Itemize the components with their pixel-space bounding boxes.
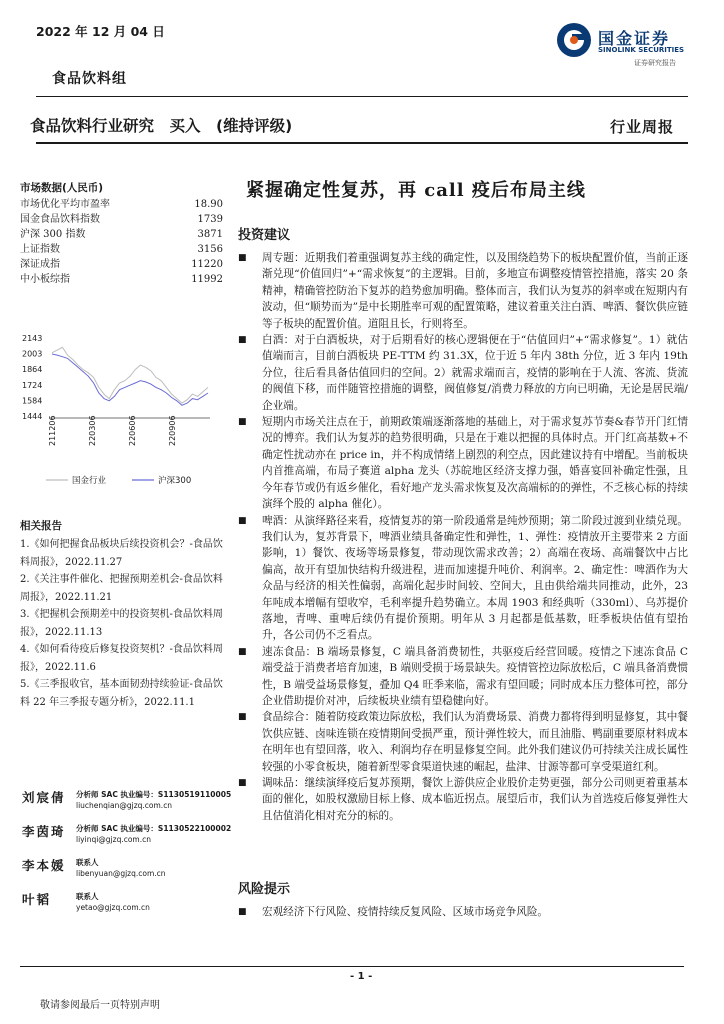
header-rule-bottom — [36, 142, 688, 144]
legend-label: 沪深300 — [158, 476, 192, 486]
market-row-label: 中小板综指 — [20, 274, 70, 285]
invest-bullets — [236, 250, 688, 824]
analyst-title: 分析师 SAC 执业编号：S1130519110005 — [76, 790, 232, 799]
x-tick-label: 220306 — [88, 415, 97, 446]
market-row-value: 18.90 — [194, 199, 223, 210]
x-tick-label: 211206 — [48, 415, 57, 446]
report-title: 紧握确定性复苏，再 call 疫后布局主线 — [246, 180, 586, 201]
logo-subtitle: 证券研究报告 — [634, 59, 676, 67]
analyst-name: 李本媛 — [22, 858, 66, 873]
market-data-table — [20, 197, 225, 287]
invest-heading: 投资建议 — [238, 228, 291, 243]
market-row-value: 3871 — [197, 229, 223, 240]
bullet-paragraph: ■ 食品综合：随着防疫政策边际放松，我们认为消费场景、消费力都将得到明显修复，其中餐饮供应链、卤味连锁在疫情期间受损严重，预计弹性较大，而且油脂、鸭副重要原材料成本在明年也有望回落，收入、利润均存在明显修复空间。此外我们建议仍可持续关注成长属性较强的小零食板块，随着新型零食渠道快速的崛起，盐津、甘源等都可享受渠道红利。 — [236, 709, 688, 775]
analyst-email[interactable]: yetao@gjzq.com.cn — [76, 903, 150, 912]
index-chart — [20, 330, 220, 495]
y-tick-label: 1864 — [22, 365, 43, 375]
analyst-email[interactable]: liuchenqian@gjzq.com.cn — [76, 801, 173, 810]
market-row-label: 上证指数 — [20, 244, 60, 255]
rating-line: 食品饮料行业研究 买入 (维持评级) — [30, 117, 293, 135]
analyst-name: 刘宸倩 — [22, 790, 66, 805]
related-report-link[interactable]: 3.《把握机会预期差中的投资契机-食品饮料周报》，2022.11.13 — [20, 609, 223, 638]
market-row-value: 1739 — [197, 214, 223, 225]
bullet-paragraph: ■ 调味品：继续演绎疫后复苏预期，餐饮上游供应企业股价走势更强，部分公司则更着重基本面的催化，如股权激励目标上修、成本临近拐点。展望后市，我们认为首选疫后修复弹性大且估值消化相对充分的标的。 — [236, 775, 688, 824]
bullet-paragraph: ■ 周专题：近期我们着重强调复苏主线的确定性，以及围绕趋势下的板块配置价值，当前正逐渐兑现“价值回归”+“需求恢复”的主逻辑。目前，多地宣布调整疫情管控措施，落实 20 条精神，精确管控防治下复苏的趋势愈加明确。整体而言，我们认为复苏的斜率或在短期内有波动，但“顺势而为”是中长期胜率可观的配置策略，建议着重关注白酒、啤酒、餐饮供应链等子板块的配置价值。道阻且长，行则将至。 — [236, 250, 688, 332]
risk-bullets — [236, 904, 688, 920]
analyst-title: 分析师 SAC 执业编号：S1130522100002 — [76, 824, 232, 833]
y-tick-label: 1724 — [22, 380, 43, 390]
market-row-value: 11992 — [191, 274, 223, 285]
market-row-label: 国金食品饮料指数 — [20, 214, 100, 225]
x-tick-label: 220606 — [128, 415, 137, 446]
market-row-value: 11220 — [191, 259, 223, 270]
market-row-label: 深证成指 — [20, 259, 60, 270]
report-date: 2022 年 12 月 04 日 — [36, 24, 165, 39]
related-reports-title: 相关报告 — [20, 520, 62, 532]
disclaimer: 敬请参阅最后一页特别声明 — [40, 1000, 160, 1011]
market-row — [20, 257, 225, 272]
footer-rule — [20, 966, 684, 967]
y-tick-label: 1584 — [22, 396, 43, 406]
related-report-link[interactable]: 2.《关注事件催化、把握预期差机会-食品饮料周报》，2022.11.21 — [20, 574, 223, 603]
bullet-paragraph: ■ 啤酒：从演绎路径来看，疫情复苏的第一阶段通常是纯炒预期；第二阶段过渡到业绩兑现。我们认为，复苏背景下，啤酒业绩具备确定性和弹性，1、弹性：疫情放开主要带来 2 方面影响，1）餐饮、夜场等场景修复，带动现饮需求改善；2）高端在夜场、高端餐饮中占比偏高，故开有望加快结构升级进程，进而加速提升吨价、利润率。2、确定性：啤酒作为大众品与经济的相关性偏弱，高端化起步时间较、空间大，且由供给端共同推动，此外，23 年吨成本增幅有望收窄，毛利率提升趋势确立。本周 1903 和经典听（330ml）、乌苏提价落地，青啤、重啤后续仍有提价预期。明年从 3 月起都是低基数，旺季板块估值有望抬升，各公司仍不乏看点。 — [236, 513, 688, 644]
related-report-link[interactable]: 5.《三季报收官，基本面韧劲持续验证-食品饮料 22 年三季报专题分析》，2022.11.1 — [20, 679, 223, 708]
market-row — [20, 197, 225, 212]
logo-en: SINOLINK SECURITIES — [598, 46, 685, 54]
related-report-link[interactable]: 1.《如何把握食品板块后续投资机会？-食品饮料周报》，2022.11.27 — [20, 539, 223, 568]
bullet-paragraph: ■ 短期内市场关注点在于，前期政策端逐渐落地的基础上，对于需求复苏节奏&春节开门红情况的博弈。我们认为复苏的趋势很明确，只是在于难以把握的具体时点。开门红高基数+不确定性扰动亦在 price in，并不构成情绪上剧烈的利空点，因此建议持有中增配。当前板块内首推高端，布局子赛道 alpha 龙头（苏皖地区经济支撑力强，婚喜宴回补确定性强，且今年春节或仍有返乡催化，看好地产龙头需求恢复及次高端标的的弹性，不乏核心标的持续演绎个股的 alpha 催化）。 — [236, 414, 688, 512]
analyst-name: 李茵琦 — [22, 824, 66, 839]
y-tick-label: 2143 — [22, 334, 43, 343]
market-row — [20, 272, 225, 287]
market-data-title: 市场数据(人民币) — [20, 182, 104, 194]
y-tick-label: 2003 — [22, 349, 43, 359]
x-tick-label: 220906 — [168, 415, 177, 446]
header-rule-top — [36, 96, 688, 97]
team-name: 食品饮料组 — [52, 71, 127, 87]
market-row-label: 市场优化平均市盈率 — [20, 199, 110, 210]
analyst-title: 联系人 — [76, 892, 99, 901]
logo-name: 国金证券 — [598, 29, 671, 48]
related-reports-list — [20, 536, 232, 711]
risk-heading: 风险提示 — [238, 882, 291, 897]
market-row-value: 3156 — [197, 244, 223, 255]
bullet-paragraph: ■ 宏观经济下行风险、疫情持续反复风险、区域市场竞争风险。 — [236, 904, 688, 920]
market-row — [20, 212, 225, 227]
legend-label: 国金行业 — [72, 476, 107, 486]
bullet-paragraph: ■ 白酒：对于白酒板块，对于后期看好的核心逻辑便在于“估值回归”+“需求修复”。1）就估值端而言，目前白酒板块 PE-TTM 约 31.3X，位于近 5 年内 38th 分位，近 3 年内 19th 分位，往后看具备估值回归的空间。2）就需求端而言，疫情的影响在于人流、客流、货流的阀值下移，而伴随管控措施的调整，阀值修复/消费力释放的方向已明确，无论是居民端/企业端。 — [236, 332, 688, 414]
market-row — [20, 242, 225, 257]
page-number: - 1 - — [350, 971, 373, 982]
series-line-0 — [52, 347, 208, 403]
analyst-name: 叶韬 — [22, 892, 52, 907]
document-type: 行业周报 — [610, 118, 675, 136]
market-row-label: 沪深 300 指数 — [20, 229, 86, 240]
market-row — [20, 227, 225, 242]
analyst-title: 联系人 — [76, 858, 99, 867]
analyst-email[interactable]: libenyuan@gjzq.com.cn — [76, 869, 166, 878]
analyst-email[interactable]: liyinqi@gjzq.com.cn — [76, 835, 151, 844]
related-report-link[interactable]: 4.《如何看待疫后修复投资契机？-食品饮料周报》，2022.11.6 — [20, 644, 223, 673]
bullet-paragraph: ■ 速冻食品：B 端场景修复，C 端具备消费韧性，共驱疫后经营回暖。疫情之下速冻食品 C 端受益于消费者培育加速，B 端则受损于场景缺失。疫情管控边际放松后，C 端具备消费惯性，B 端受益场景修复，叠加 Q4 旺季来临，需求有望回暖；同时成本压力整体可控，部分企业借助提价对冲，后续板块业绩有望稳健向好。 — [236, 644, 688, 710]
market-data-panel — [20, 180, 225, 287]
y-tick-label: 1444 — [22, 412, 43, 421]
